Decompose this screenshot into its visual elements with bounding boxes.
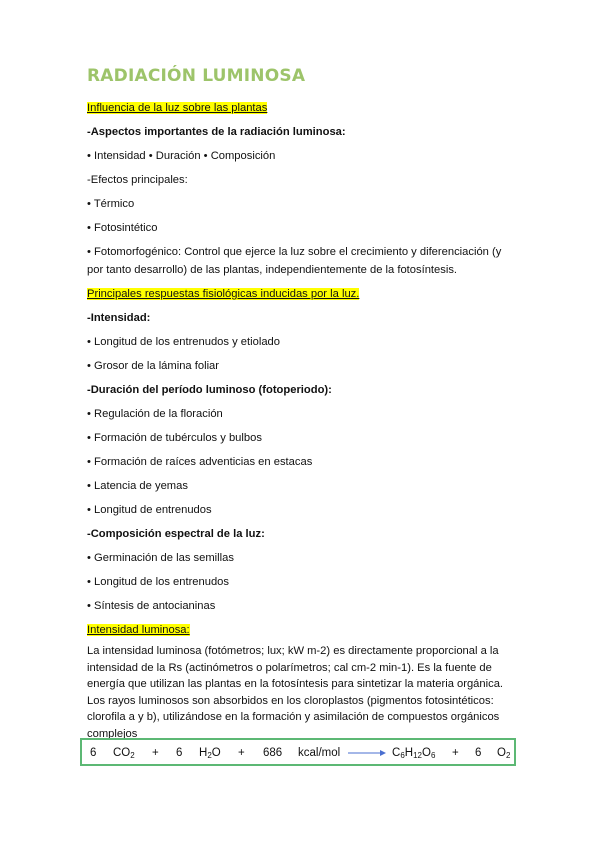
list-item: • Formación de raíces adventicias en estacas [87,456,313,468]
list-item: • Latencia de yemas [87,480,188,492]
plus-sign: + [238,747,245,759]
energy-unit: kcal/mol [298,747,341,759]
list-item: • Germinación de las semillas [87,552,234,564]
water: $H_2O$ [199,747,221,760]
glucose: $C_6H_{12}O_6$ [392,747,436,760]
paragraph-line: complejos [87,727,138,740]
list-item: • Síntesis de antocianinas [87,600,216,612]
section-heading-responses [87,287,359,301]
list-item: • Térmico [87,198,135,210]
coefficient: 6 [176,747,183,759]
carbon-dioxide: $CO_2$ [113,747,135,760]
section-heading-intensity [87,623,190,637]
list-item-continuation: por tanto desarrollo) de las plantas, independientemente de la fotosíntesis. [87,264,458,276]
paragraph-line: La intensidad luminosa (fotómetros; lux; kW m-2) es directamente proporcional a la [87,645,499,657]
photosynthesis-equation [80,738,516,766]
aspects-label: -Aspectos importantes de la radiación luminosa: [87,126,346,138]
list-item: • Longitud de los entrenudos y etiolado [87,336,281,348]
coefficient: 6 [475,747,482,759]
plus-sign: + [152,747,159,759]
paragraph-line: clorofila a y b), utilizándose en la formación y asimilación de compuestos orgánicos [87,711,500,723]
paragraph-line: energía que utilizan las plantas en la fotosíntesis para sintetizar la materia orgánica. [87,678,504,690]
aspects-list: • Intensidad • Duración • Composición [87,150,276,162]
highlighted-heading: Principales respuestas fisiológicas inducidas por la luz. [87,288,360,300]
intensity-paragraph [87,643,527,742]
list-item: • Fotosintético [87,222,158,234]
coefficient: 6 [90,747,97,759]
list-item: • Grosor de la lámina foliar [87,360,220,372]
list-item: • Longitud de entrenudos [87,504,212,516]
paragraph-line: intensidad de la Rs (actinómetros o polarímetros; cal cm-2 min-1). Es la fuente de [87,661,492,674]
page-title: RADIACIÓN LUMINOSA [87,66,306,86]
intensity-label: -Intensidad: [87,312,151,324]
plus-sign: + [452,747,459,759]
oxygen: $O_2$ [497,747,511,760]
list-item: • Regulación de la floración [87,408,223,420]
effects-label: -Efectos principales: [87,174,188,186]
list-item: • Fotomorfogénico: Control que ejerce la luz sobre el crecimiento y diferenciación (y [87,246,502,258]
highlighted-heading: Influencia de la luz sobre las plantas [87,102,268,114]
paragraph-line: Los rayos luminosos son absorbidos en los cloroplastos (pigmentos fotosintéticos: [87,694,494,707]
reaction-arrow-icon [348,747,386,759]
list-item: • Longitud de los entrenudos [87,576,230,588]
duration-label: -Duración del período luminoso (fotoperiodo): [87,384,332,396]
energy-value: 686 [263,747,283,759]
highlighted-heading: Intensidad luminosa: [87,624,190,636]
section-heading-influence [87,101,267,115]
composition-label: -Composición espectral de la luz: [87,528,265,540]
list-item: • Formación de tubérculos y bulbos [87,432,262,444]
